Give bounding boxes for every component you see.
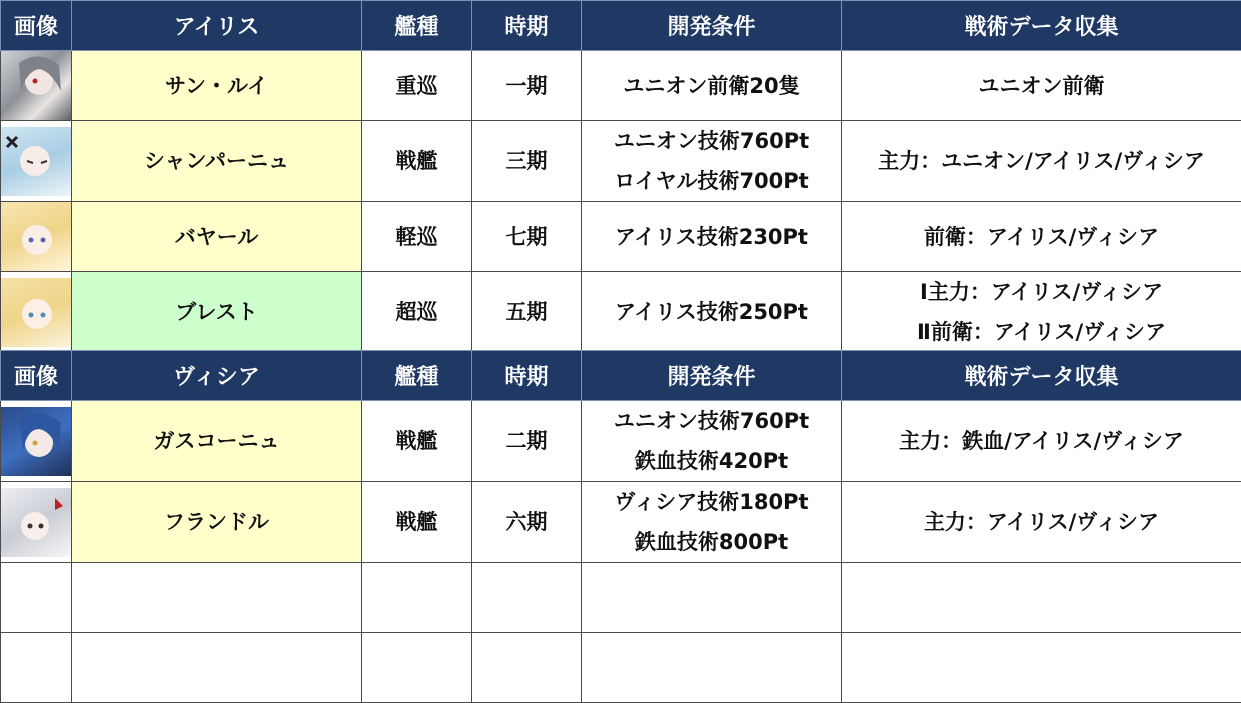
portrait-image (1, 202, 71, 271)
header-image: 画像 (1, 1, 72, 51)
header-row (1, 1, 1241, 51)
ship-name: フランドル (72, 482, 362, 563)
tactical-data-line: 主力：アイリス/ヴィシア (842, 502, 1241, 542)
table-row (1, 272, 1241, 353)
empty-cell (362, 633, 472, 703)
empty-cell (72, 563, 362, 633)
period: 五期 (472, 272, 582, 353)
portrait-image (1, 407, 71, 476)
portrait-cell (1, 121, 72, 202)
header-faction: アイリス (72, 1, 362, 51)
empty-cell (472, 563, 582, 633)
dev-condition-line: ヴィシア技術180Pt (582, 482, 841, 522)
tactical-data (842, 482, 1241, 563)
portrait-cell (1, 202, 72, 272)
header-period: 時期 (472, 1, 582, 51)
empty-cell (582, 563, 842, 633)
portrait-image (1, 51, 71, 120)
ship-name: ブレスト (72, 272, 362, 353)
period: 二期 (472, 401, 582, 482)
header-tactical-data: 戦術データ収集 (842, 351, 1241, 401)
period: 三期 (472, 121, 582, 202)
header-ship-type: 艦種 (362, 351, 472, 401)
header-faction: ヴィシア (72, 351, 362, 401)
tactical-data-line: Ⅱ前衛：アイリス/ヴィシア (842, 312, 1241, 352)
header-row (1, 351, 1241, 401)
dev-condition-line: アイリス技術250Pt (582, 292, 841, 332)
empty-cell (362, 563, 472, 633)
portrait-cell (1, 51, 72, 121)
tactical-data-line: ユニオン前衛 (842, 66, 1241, 106)
ship-name: サン・ルイ (72, 51, 362, 121)
portrait-cell (1, 482, 72, 563)
table-row (1, 51, 1241, 121)
ship-type: 戦艦 (362, 121, 472, 202)
ship-type: 戦艦 (362, 401, 472, 482)
ship-type: 軽巡 (362, 202, 472, 272)
ship-name: ガスコーニュ (72, 401, 362, 482)
tactical-data (842, 401, 1241, 482)
table-row (1, 202, 1241, 272)
tactical-data-line: 主力：ユニオン/アイリス/ヴィシア (842, 141, 1241, 181)
dev-condition (582, 51, 842, 121)
portrait-cell (1, 272, 72, 353)
tactical-data (842, 121, 1241, 202)
empty-cell (842, 633, 1241, 703)
ship-name: シャンパーニュ (72, 121, 362, 202)
empty-cell (472, 633, 582, 703)
tactical-data-line: Ⅰ主力：アイリス/ヴィシア (842, 272, 1241, 312)
ship-type: 超巡 (362, 272, 472, 353)
period: 六期 (472, 482, 582, 563)
tactical-data-line: 主力：鉄血/アイリス/ヴィシア (842, 421, 1241, 461)
dev-condition (582, 272, 842, 353)
dev-condition (582, 482, 842, 563)
tactical-data-line: 前衛：アイリス/ヴィシア (842, 217, 1241, 257)
tactical-data (842, 51, 1241, 121)
vichya-table (0, 350, 1241, 703)
portrait-image (1, 488, 71, 557)
portrait-cell (1, 401, 72, 482)
empty-cell (72, 633, 362, 703)
header-ship-type: 艦種 (362, 1, 472, 51)
table-row (1, 401, 1241, 482)
period: 七期 (472, 202, 582, 272)
tactical-data (842, 202, 1241, 272)
dev-condition-line: ユニオン技術760Pt (582, 121, 841, 161)
header-image: 画像 (1, 351, 72, 401)
dev-condition (582, 401, 842, 482)
header-tactical-data: 戦術データ収集 (842, 1, 1241, 51)
dev-condition (582, 121, 842, 202)
table-row (1, 482, 1241, 563)
empty-cell (1, 633, 72, 703)
empty-row (1, 633, 1241, 703)
table-row (1, 121, 1241, 202)
ship-type: 戦艦 (362, 482, 472, 563)
empty-row (1, 563, 1241, 633)
portrait-image (1, 278, 71, 347)
dev-condition-line: 鉄血技術800Pt (582, 522, 841, 562)
dev-condition-line: アイリス技術230Pt (582, 217, 841, 257)
header-period: 時期 (472, 351, 582, 401)
period: 一期 (472, 51, 582, 121)
ship-name: バヤール (72, 202, 362, 272)
dev-condition (582, 202, 842, 272)
dev-condition-line: ユニオン技術760Pt (582, 401, 841, 441)
header-dev-condition: 開発条件 (582, 351, 842, 401)
tactical-data (842, 272, 1241, 353)
header-dev-condition: 開発条件 (582, 1, 842, 51)
empty-cell (1, 563, 72, 633)
ship-type: 重巡 (362, 51, 472, 121)
dev-condition-line: 鉄血技術420Pt (582, 441, 841, 481)
portrait-image (1, 127, 71, 196)
dev-condition-line: ユニオン前衛20隻 (582, 66, 841, 106)
dev-condition-line: ロイヤル技術700Pt (582, 161, 841, 201)
empty-cell (842, 563, 1241, 633)
empty-cell (582, 633, 842, 703)
